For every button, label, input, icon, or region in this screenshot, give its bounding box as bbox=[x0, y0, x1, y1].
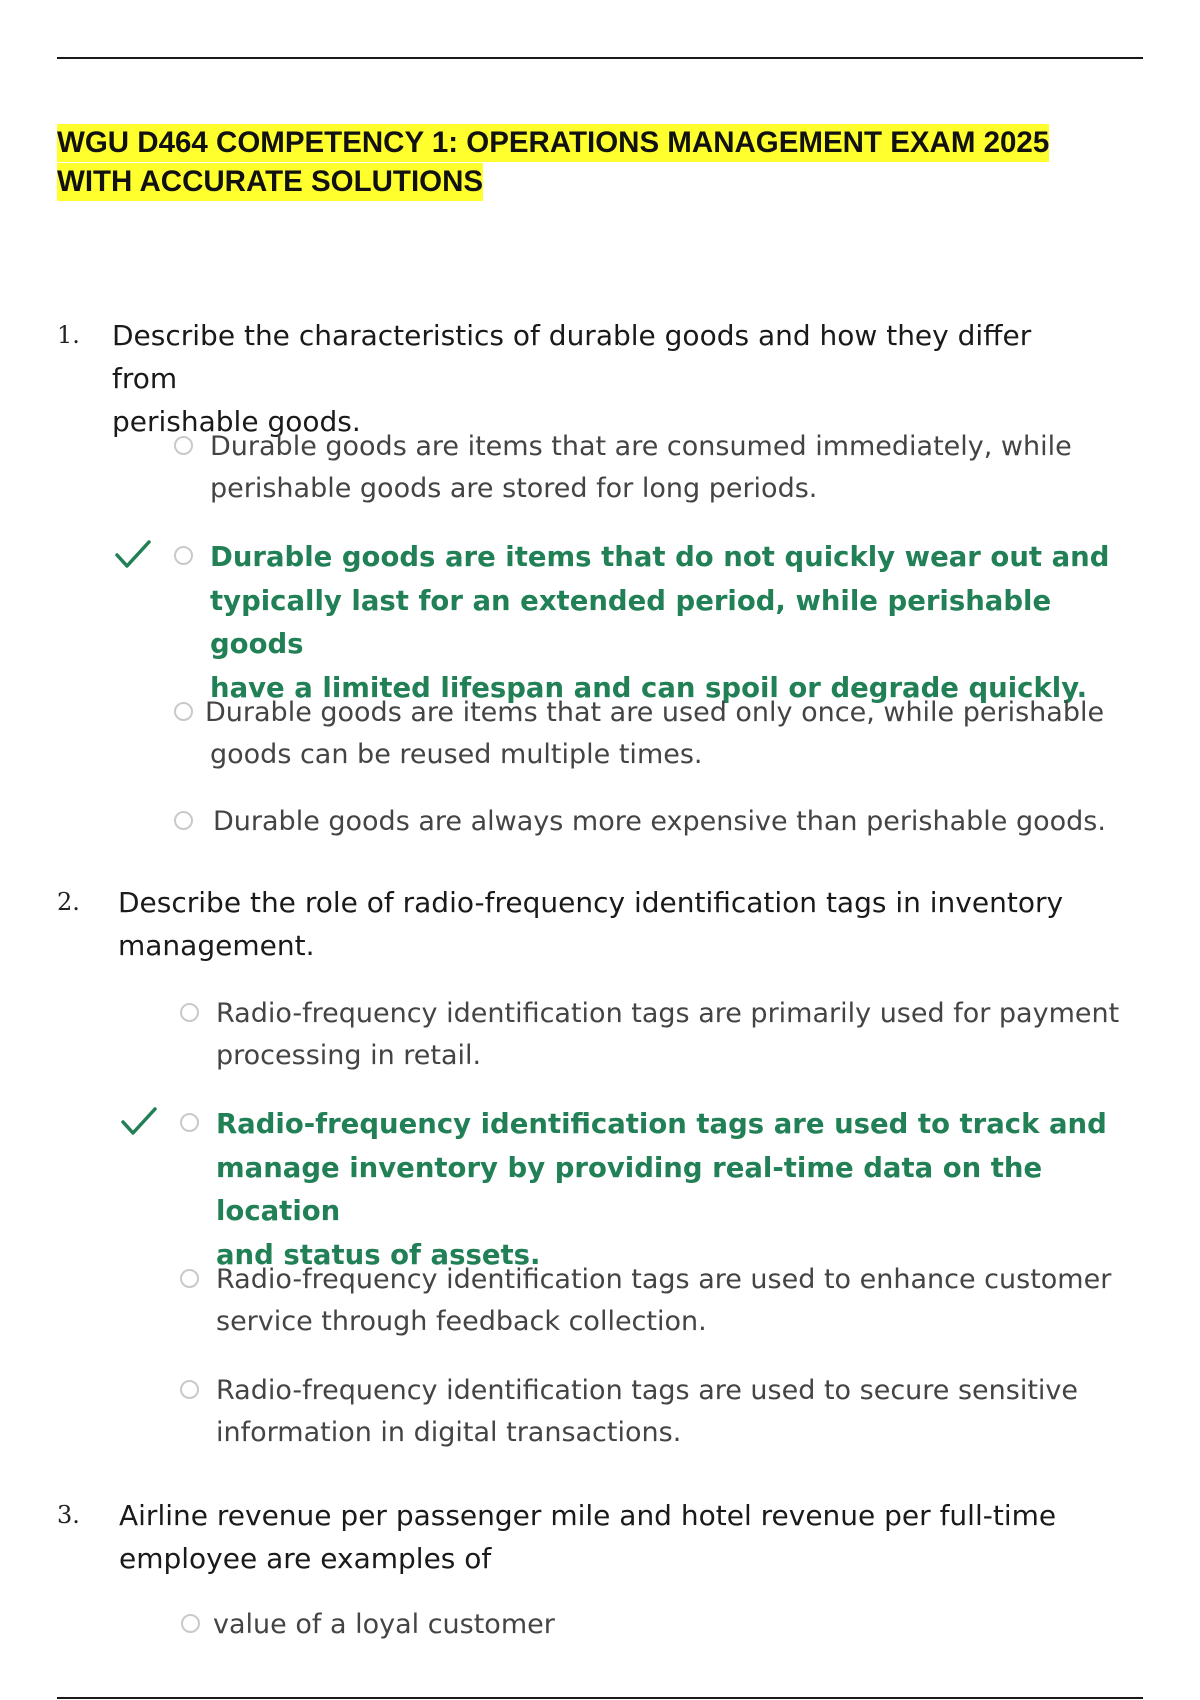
radio-button[interactable] bbox=[174, 436, 193, 455]
answer-text: Durable goods are always more expensive than perishable goods. bbox=[213, 806, 1106, 837]
question-text: Describe the characteristics of durable goods and how they differ from perishable goods. bbox=[112, 319, 1032, 438]
question-text: Describe the role of radio-frequency identification tags in inventory management. bbox=[118, 886, 1064, 962]
question-number: 3. bbox=[57, 1501, 80, 1529]
answer-text: Radio-frequency identification tags are used to secure sensitive information in digital transactions. bbox=[216, 1375, 1079, 1448]
answer-text: Radio-frequency identification tags are used to enhance customer service through feedback collection. bbox=[216, 1264, 1112, 1337]
radio-button[interactable] bbox=[180, 1113, 199, 1132]
bottom-rule bbox=[57, 1697, 1143, 1699]
question-number: 1. bbox=[57, 321, 80, 349]
answer-text: Radio-frequency identification tags are used to track and manage inventory by providing real-time data on the location and status of assets. bbox=[216, 1108, 1107, 1271]
radio-button[interactable] bbox=[174, 811, 193, 830]
top-rule bbox=[57, 57, 1143, 59]
radio-button[interactable] bbox=[180, 1380, 199, 1399]
radio-button[interactable] bbox=[174, 546, 193, 565]
radio-button[interactable] bbox=[174, 702, 193, 721]
document-title bbox=[57, 123, 1177, 201]
question-text: Airline revenue per passenger mile and hotel revenue per full-time employee are examples of bbox=[119, 1499, 1057, 1575]
radio-button[interactable] bbox=[181, 1614, 200, 1633]
question-number: 2. bbox=[57, 888, 80, 916]
answer-text: Durable goods are items that are consumed immediately, while perishable goods are stored for long periods. bbox=[210, 431, 1072, 504]
checkmark-icon bbox=[120, 1105, 158, 1139]
answer-text: Durable goods are items that are used only once, while perishable goods can be reused multiple times. bbox=[205, 697, 1105, 770]
checkmark-icon bbox=[114, 538, 152, 572]
title-line-2: WITH ACCURATE SOLUTIONS bbox=[57, 163, 483, 201]
answer-text: value of a loyal customer bbox=[213, 1609, 555, 1640]
title-line-1: WGU D464 COMPETENCY 1: OPERATIONS MANAGEMENT EXAM 2025 bbox=[57, 124, 1049, 162]
radio-button[interactable] bbox=[180, 1269, 199, 1288]
radio-button[interactable] bbox=[180, 1003, 199, 1022]
answer-text: Radio-frequency identification tags are primarily used for payment processing in retail. bbox=[216, 998, 1120, 1071]
answer-text: Durable goods are items that do not quickly wear out and typically last for an extended period, while perishable goods have a limited lifespan and can spoil or degrade quickly. bbox=[210, 541, 1110, 704]
